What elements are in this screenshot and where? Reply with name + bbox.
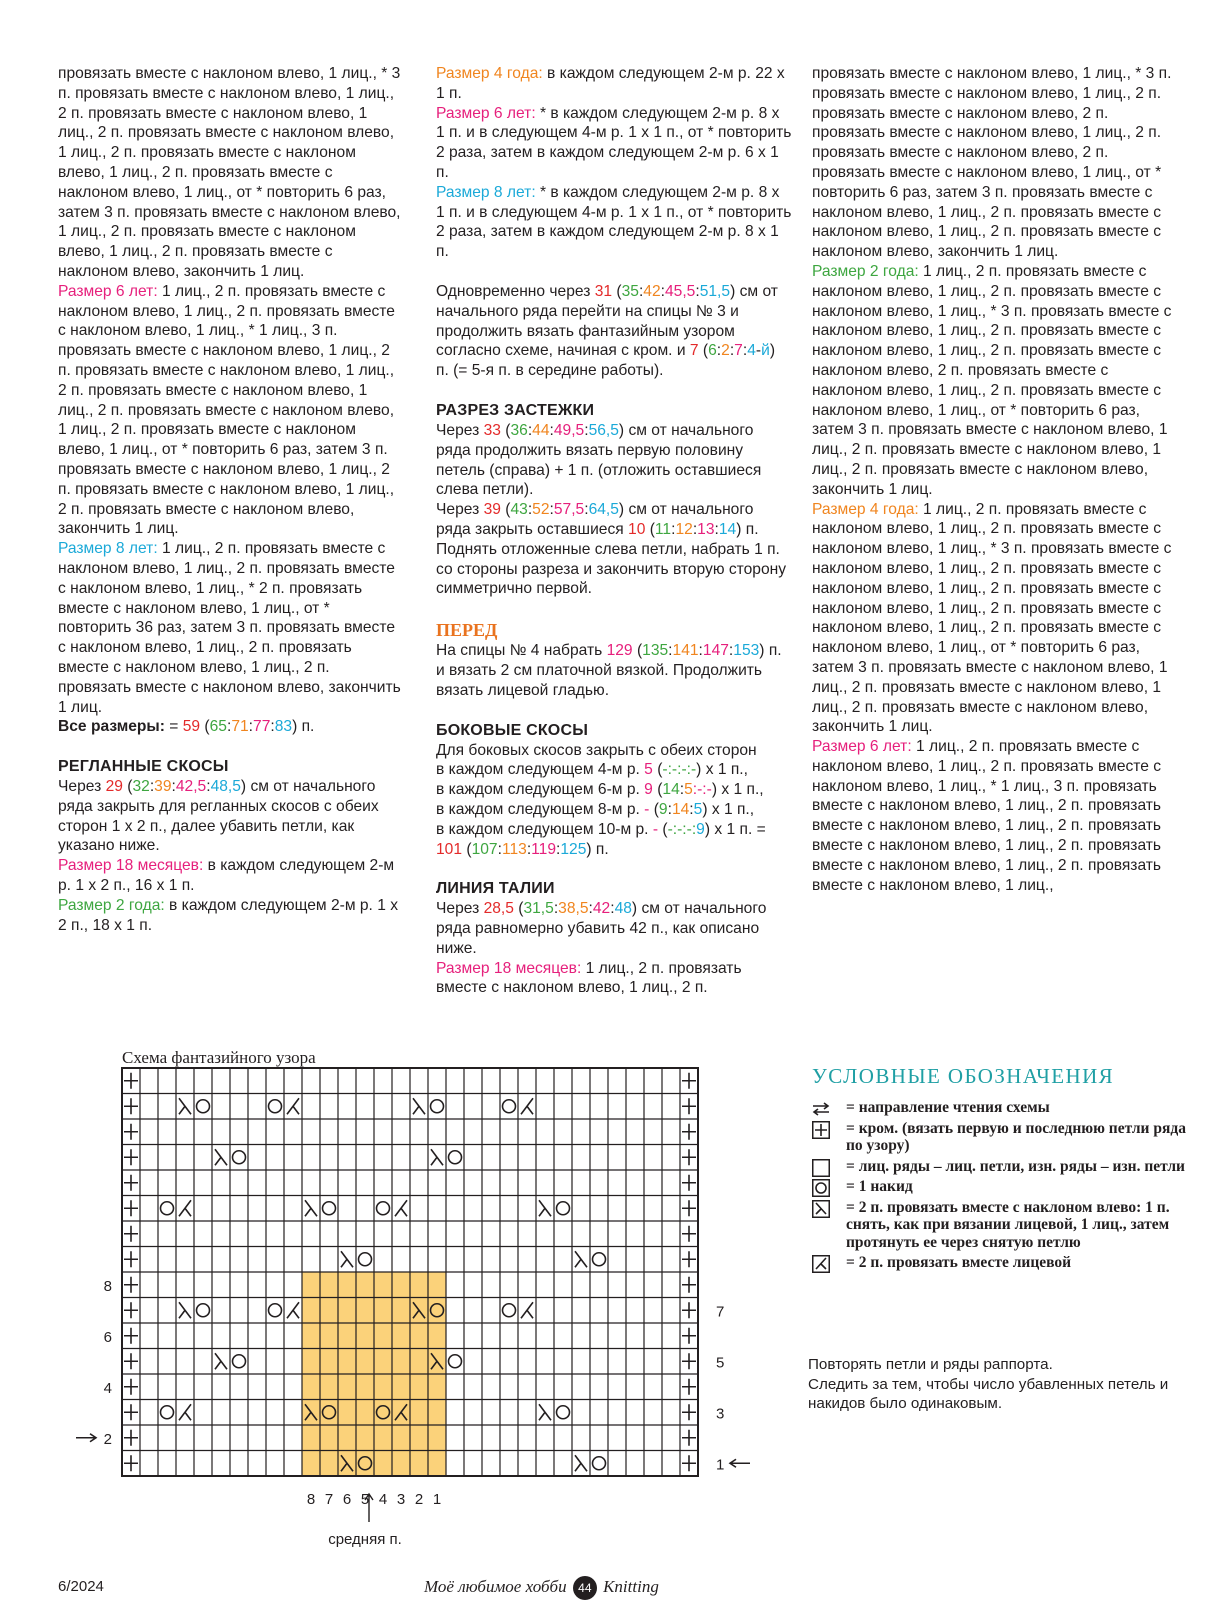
text: ) см от начального ряда закрыть оставшиеся (436, 501, 754, 538)
schema-title: Схема фантазийного узора (122, 1048, 316, 1067)
edge-stitch-symbol (124, 1277, 138, 1293)
value: 4 (747, 342, 756, 360)
value: 43 (510, 501, 528, 519)
ssk-symbol (179, 1302, 191, 1318)
value: 44 (532, 421, 550, 439)
edge-stitch-symbol (124, 1251, 138, 1267)
edge-stitch-symbol (124, 1149, 138, 1165)
edge-stitch-symbol (682, 1430, 696, 1446)
legend-text: = 1 накид (846, 1178, 913, 1195)
value: 56,5 (588, 421, 619, 439)
decrease-line: в каждом следующем 8-м р. - (9:14:5) x 1 п., (436, 800, 755, 818)
legend-item (812, 1254, 1192, 1272)
paragraph: Через 29 (32:39:42,5:48,5) см от начального ряда закрыть для регланных скосов с обеих сторон 1 x 2 п., далее убавить петли, как указано ниже. (58, 778, 379, 855)
decrease-line: в каждом следующем 6-м р. 9 (14:5:-:-) x 1 п., (436, 781, 764, 799)
ssk-symbol (539, 1404, 551, 1420)
row-number-right: 5 (716, 1354, 725, 1372)
value: 36 (510, 421, 528, 439)
text: ) п. Поднять отложенные слева петли, набрать 1 п. со стороны разреза и закончить вторую сторону симметрично первой. (436, 520, 787, 598)
k2tog-symbol (521, 1302, 533, 1318)
paragraph: провязать вместе с наклоном влево, 1 лиц., * 3 п. провязать вместе с наклоном влево, 1 лиц., 2 п. провязать вместе с наклоном влево, 2 п. провязать вместе с наклоном влево, 1 лиц., 2 п. провязать вместе с наклоном влево, 2 п. провязать вместе с наклоном влево, 1 лиц., от * повторить 6 раз, затем 3 п. провязать вместе с наклоном влево, 1 лиц., 2 п. провязать вместе с наклоном влево, 1 лиц., 2 п. провязать вместе с наклоном влево, закончить 1 лиц. (812, 65, 1172, 261)
value: :-:- (692, 781, 712, 799)
value: 77 (253, 718, 271, 736)
value: 33 (483, 421, 501, 439)
value: 10 (628, 520, 646, 538)
edge-stitch-symbol (124, 1353, 138, 1369)
k2tog-symbol (179, 1404, 191, 1420)
edge-stitch-symbol (682, 1404, 696, 1420)
footer-magazine (424, 1576, 659, 1600)
text: ) см от начального ряда равномерно убавить 42 п., как описано ниже. (436, 900, 767, 957)
note-line: Повторять петли и ряды раппорта. (808, 1356, 1053, 1373)
ssk-symbol (215, 1353, 227, 1369)
footer-date: 6/2024 (58, 1578, 104, 1595)
value: 42 (592, 900, 611, 918)
edge-stitch-symbol (124, 1175, 138, 1191)
text: Через (58, 778, 106, 796)
paragraph: Через 28,5 (31,5:38,5:42:48) см от начального ряда равномерно убавить 42 п., как описано ниже. (436, 900, 767, 957)
size-text: 1 лиц., 2 п. провязать вместе с наклоном влево, 1 лиц., 2 п. провязать вместе с наклоном влево, 1 лиц., * 3 п. провязать вместе с наклоном влево, 1 лиц., 2 п. провязать вместе с наклоном влево, 1 лиц., 2 п. провязать вместе с наклоном влево, 1 лиц., 2 п. провязать вместе с наклоном влево, 1 лиц., 2 п. провязать вместе с наклоном влево, 1 лиц., от * повторить 6 раз, затем 3 п. провязать вместе с наклоном влево, 1 лиц., 2 п. провязать вместе с наклоном влево, 1 лиц., 2 п. провязать вместе с наклоном влево, закончить 1 лиц. (812, 500, 1172, 736)
legend-item (812, 1099, 1192, 1117)
empty-icon (812, 1159, 830, 1177)
edge-stitch-symbol (682, 1379, 696, 1395)
edge-stitch-symbol (682, 1073, 696, 1089)
legend-item (812, 1178, 1192, 1196)
edge-stitch-symbol (682, 1302, 696, 1318)
row-number-left: 6 (103, 1328, 112, 1346)
text: Через (436, 900, 484, 918)
yarn-over-symbol (503, 1304, 516, 1317)
value: 31,5 (523, 900, 554, 918)
yarn-over-symbol (449, 1151, 462, 1164)
column-number: 4 (378, 1491, 388, 1508)
value: 153 (733, 642, 760, 660)
value: 39 (154, 778, 172, 796)
magazine-name: Моё любимое хобби (424, 1576, 567, 1596)
middle-stitch-arrow (365, 1494, 373, 1522)
yarn-over-symbol (593, 1457, 606, 1470)
size-label: Размер 6 лет: (58, 282, 158, 300)
section-heading-front: ПЕРЕД (436, 620, 498, 641)
yarn-over-icon (812, 1179, 830, 1197)
ssk-symbol (575, 1251, 587, 1267)
value: 14 (662, 781, 680, 799)
yarn-over-symbol (503, 1100, 516, 1113)
row-number-right: 3 (716, 1405, 725, 1423)
size-label: Размер 2 года: (812, 262, 919, 280)
paragraph: Через 39 (43:52:57,5:64,5) см от начального ряда закрыть оставшиеся 10 (11:12:13:14) п. Поднять отложенные слева петли, набрать 1 п. со стороны разреза и закончить вторую сторону симметрично первой. (436, 501, 787, 598)
edge-stitch-symbol (682, 1098, 696, 1114)
size-text: * в каждом следующем 2-м р. 8 x 1 п. и в следующем 4-м р. 1 x 1 п., от * повторить 2 раза, затем в каждом следующем 2-м р. 6 x 1 п. (436, 104, 792, 181)
value: 11 (654, 520, 672, 538)
text: ) п. (= 5-я п. в середине работы). (436, 342, 776, 380)
paragraph: На спицы № 4 набрать 129 (135:141:147:153) п. и вязать 2 см платочной вязкой. Продолжить вязать лицевой гладью. (436, 642, 782, 699)
row-number-right: 1 (716, 1456, 725, 1474)
value: 51,5 (699, 282, 731, 300)
page-number: 44 (573, 1576, 597, 1600)
size-text: 1 лиц., 2 п. провязать вместе с наклоном влево, 1 лиц., 2 п. провязать вместе с наклоном влево, 1 лиц., * 2 п. провязать вместе с наклоном влево, 1 лиц., от * повторить 36 раз, затем 3 п. провязать вместе с наклоном влево, 1 лиц., 2 п. провязать вместе с наклоном влево, 1 лиц., 2 п. провязать вместе с наклоном влево, закончить 1 лиц. (58, 540, 401, 716)
value: 2 (721, 342, 730, 360)
size-text: 1 лиц., 2 п. провязать вместе с наклоном влево, 1 лиц., 2 п. провязать вместе с наклоном влево, 1 лиц., * 3 п. провязать вместе с наклоном влево, 1 лиц., 2 п. провязать вместе с наклоном влево, 1 лиц., 2 п. провязать вместе с наклоном влево, 2 п. провязать вместе с наклоном влево, 1 лиц., 2 п. провязать вместе с наклоном влево, 1 лиц., от * повторить 6 раз, затем 3 п. провязать вместе с наклоном влево, 1 лиц., 2 п. провязать вместе с наклоном влево, 1 лиц., 2 п. провязать вместе с наклоном влево, закончить 1 лиц. (812, 262, 1172, 498)
yarn-over-symbol (431, 1100, 444, 1113)
edge-stitch-symbol (124, 1073, 138, 1089)
size-text: 1 лиц., 2 п. провязать вместе с наклоном влево, 1 лиц., 2 п. провязать вместе с наклоном влево, 1 лиц., * 1 лиц., 3 п. провязать вместе с наклоном влево, 1 лиц., 2 п. провязать вместе с наклоном влево, 1 лиц., 2 п. провязать вместе с наклоном влево, 1 лиц., 2 п. провязать вместе с наклоном влево, 1 лиц., 2 п. провязать вместе с наклоном влево, 1 лиц., (812, 738, 1162, 894)
value: 71 (231, 718, 249, 736)
edge-stitch-symbol (682, 1200, 696, 1216)
size-text: * в каждом следующем 2-м р. 8 x 1 п. и в следующем 4-м р. 1 x 1 п., от * повторить 2 раза, затем в каждом следующем 2-м р. 8 x 1 п. (436, 183, 792, 261)
value: 35 (621, 282, 639, 300)
k2tog-symbol (179, 1200, 191, 1216)
ssk-symbol (413, 1098, 425, 1114)
edge-stitch-symbol (682, 1277, 696, 1293)
yarn-over-symbol (161, 1406, 174, 1419)
text: в каждом следующем 6-м р. (436, 781, 645, 799)
yarn-over-symbol (233, 1355, 246, 1368)
text: На спицы № 4 набрать (436, 642, 607, 660)
edge-stitch-symbol (124, 1200, 138, 1216)
decrease-line: 101 (107:113:119:125) п. (436, 840, 609, 858)
size-label: Размер 6 лет: (812, 738, 912, 756)
value: 107 (471, 840, 498, 858)
yarn-over-symbol (161, 1202, 174, 1215)
row-number-left: 8 (103, 1277, 112, 1295)
value: 5 (693, 800, 703, 818)
column-number: 6 (342, 1491, 352, 1508)
decrease-line: в каждом следующем 4-м р. 5 (-:-:-:-) x 1 п., (436, 761, 748, 779)
ssk-symbol (431, 1149, 443, 1165)
size-label: Размер 18 месяцев: (58, 857, 204, 875)
edge-stitch-symbol (682, 1455, 696, 1471)
value: 48,5 (210, 778, 241, 796)
row-number-left: 4 (103, 1379, 112, 1397)
column-number: 3 (396, 1491, 406, 1508)
value: 12 (675, 520, 693, 538)
ssk-symbol (539, 1200, 551, 1216)
legend-item (812, 1120, 1192, 1155)
size-text: 1 лиц., 2 п. провязать вместе с наклоном влево, 1 лиц., 2 п. провязать вместе с наклоном влево, 1 лиц., * 1 лиц., 3 п. провязать вместе с наклоном влево, 1 лиц., 2 п. провязать вместе с наклоном влево, 1 лиц., 2 п. провязать вместе с наклоном влево, 1 лиц., 2 п. провязать вместе с наклоном влево, 1 лиц., 2 п. провязать вместе с наклоном влево, 1 лиц., от * повторить 6 раз, затем 3 п. провязать вместе с наклоном влево, 1 лиц., 2 п. провязать вместе с наклоном влево, 1 лиц., 2 п. провязать вместе с наклоном влево, закончить 1 лиц. (58, 282, 395, 538)
k2tog-symbol (287, 1302, 299, 1318)
text: Через (436, 501, 484, 519)
ssk-symbol (215, 1149, 227, 1165)
yarn-over-symbol (323, 1202, 336, 1215)
value: 147 (702, 642, 729, 660)
value: 32 (132, 778, 150, 796)
size-text: в каждом следующем 2-м р. 1 x 2 п., 18 x 1 п. (58, 896, 399, 934)
value: 9 (658, 800, 668, 818)
value: 64,5 (588, 501, 619, 519)
value: 52 (532, 501, 550, 519)
text: Одновременно через (436, 282, 595, 300)
legend-text: = кром. (вязать первую и последнюю петли ряда по узору) (846, 1119, 1186, 1154)
value: 28,5 (483, 900, 514, 918)
edge-stitch-symbol (124, 1098, 138, 1114)
value: -:-:-:- (662, 761, 697, 779)
value: 83 (274, 718, 293, 736)
value: 39 (483, 501, 501, 519)
reading-direction-arrow (730, 1459, 750, 1467)
value: 29 (105, 778, 123, 796)
edge-stitch-symbol (682, 1175, 696, 1191)
value: 14 (671, 800, 690, 818)
middle-stitch-label: средняя п. (328, 1531, 402, 1548)
yarn-over-symbol (269, 1304, 282, 1317)
paragraph: Одновременно через 31 (35:42:45,5:51,5) см от начального ряда перейти на спицы № 3 и продолжить вязать фантазийным узором согласно схеме, начиная с кром. и 7 (6:2:7:4-й) п. (= 5-я п. в середине работы). (436, 282, 778, 380)
column-number: 5 (360, 1491, 370, 1508)
reading-direction-arrow (76, 1434, 96, 1442)
edge-stitch-symbol (682, 1149, 696, 1165)
legend (812, 1064, 1192, 1275)
text: ) см от начального ряда продолжить вязать первую половину петель (справа) + 1 п. (отложить оставшиеся слева петли). (436, 421, 762, 499)
value: 129 (606, 642, 633, 660)
text: ) x 1 п., (711, 781, 764, 799)
value: 59 (182, 718, 201, 736)
value: 141 (672, 642, 699, 660)
yarn-over-symbol (233, 1151, 246, 1164)
edge-icon (812, 1121, 830, 1139)
notes (808, 1355, 1178, 1414)
note-line: Следить за тем, чтобы число убавленных петель и накидов было одинаковым. (808, 1375, 1169, 1413)
size-text: в каждом следующем 2-м р. 1 x 2 п., 16 x 1 п. (58, 857, 395, 895)
text: ) п. и вязать 2 см платочной вязкой. Продолжить вязать лицевой гладью. (436, 642, 782, 699)
ssk-symbol (305, 1200, 317, 1216)
paragraph: провязать вместе с наклоном влево, 1 лиц., * 3 п. провязать вместе с наклоном влево, 1 лиц., 2 п. провязать вместе с наклоном влево, 1 лиц., 2 п. провязать вместе с наклоном влево, 1 лиц., 2 п. провязать вместе с наклоном влево, 1 лиц., 2 п. провязать вместе с наклоном влево, 1 лиц., от * повторить 6 раз, затем 3 п. провязать вместе с наклоном влево, 1 лиц., 2 п. провязать вместе с наклоном влево, 1 лиц., 2 п. провязать вместе с наклоном влево, закончить 1 лиц. (58, 65, 401, 280)
row-number-left: 2 (103, 1430, 112, 1448)
legend-text: = лиц. ряды – лиц. петли, изн. ряды – изн. петли (846, 1157, 1185, 1175)
value: 135 (642, 642, 669, 660)
size-label: Размер 8 лет: (436, 183, 536, 201)
value: 7 (689, 342, 699, 360)
edge-stitch-symbol (682, 1353, 696, 1369)
legend-text: = направление чтения схемы (846, 1099, 1050, 1116)
value: 113 (501, 840, 527, 858)
value: 42,5 (175, 778, 207, 796)
text: ) см от начального ряда закрыть для регланных скосов с обеих сторон 1 x 2 п., далее убавить петли, как указано ниже. (58, 778, 379, 855)
value: 6 (708, 342, 717, 360)
text: ) см от начального ряда перейти на спицы № 3 и продолжить вязать фантазийным узором согласно схеме, начиная с кром. и (436, 282, 778, 360)
text: ) п. (292, 718, 315, 736)
arrows-icon (812, 1100, 830, 1118)
magazine-section: Knitting (603, 1576, 659, 1596)
column-number: 8 (306, 1491, 316, 1508)
edge-stitch-symbol (124, 1455, 138, 1471)
edge-stitch-symbol (682, 1226, 696, 1242)
yarn-over-symbol (449, 1355, 462, 1368)
value: 5 (644, 761, 653, 779)
yarn-over-symbol (377, 1202, 390, 1215)
edge-stitch-symbol (124, 1430, 138, 1446)
k2tog-icon (812, 1255, 830, 1273)
edge-stitch-symbol (124, 1404, 138, 1420)
value: - (644, 800, 650, 818)
value: 5 (684, 781, 693, 799)
size-text: в каждом следующем 2-м р. 22 x 1 п. (436, 65, 785, 102)
edge-stitch-symbol (124, 1226, 138, 1242)
paragraph: Через 33 (36:44:49,5:56,5) см от начального ряда продолжить вязать первую половину петель (справа) + 1 п. (отложить оставшиеся слева петли). (436, 421, 762, 499)
text: ) x 1 п. = (704, 820, 766, 838)
decrease-line: в каждом следующем 10-м р. - (-:-:-:9) x 1 п. = (436, 820, 766, 838)
ssk-symbol (179, 1098, 191, 1114)
value: 9 (696, 820, 705, 838)
size-label: Размер 4 года: (812, 500, 919, 518)
all-sizes-line: Все размеры: = 59 (65:71:77:83) п. (58, 718, 315, 736)
value: 31 (594, 282, 613, 300)
row-number-right: 7 (716, 1303, 725, 1321)
value: 14 (718, 520, 737, 538)
all-sizes-label: Все размеры: (58, 718, 165, 736)
legend-title: УСЛОВНЫЕ ОБОЗНАЧЕНИЯ (812, 1064, 1115, 1088)
yarn-over-symbol (197, 1100, 210, 1113)
legend-text: = 2 п. провязать вместе с наклоном влево: 1 п. снять, как при вязании лицевой, 1 лиц., затем протянуть ее через снятую петлю (846, 1198, 1170, 1251)
edge-stitch-symbol (682, 1124, 696, 1140)
legend-item (812, 1158, 1192, 1176)
section-heading: РЕГЛАННЫЕ СКОСЫ (58, 758, 229, 776)
k2tog-symbol (287, 1098, 299, 1114)
edge-stitch-symbol (124, 1302, 138, 1318)
yarn-over-symbol (593, 1253, 606, 1266)
value: 49,5 (553, 421, 585, 439)
size-label: Размер 4 года: (436, 65, 543, 82)
yarn-over-symbol (359, 1253, 372, 1266)
value: 125 (560, 840, 587, 858)
section-heading: ЛИНИЯ ТАЛИИ (436, 880, 555, 898)
edge-stitch-symbol (124, 1124, 138, 1140)
size-text: 1 лиц., 2 п. провязать вместе с наклоном влево, 1 лиц., 2 п. (436, 959, 742, 997)
value: 38,5 (558, 900, 589, 918)
size-label: Размер 6 лет: (436, 104, 536, 122)
value: 119 (531, 840, 557, 858)
text: в каждом следующем 4-м р. (436, 761, 645, 779)
value: 57,5 (553, 501, 585, 519)
column-number: 7 (324, 1491, 334, 1508)
value: 65 (209, 718, 227, 736)
ssk-icon (812, 1200, 830, 1218)
section-heading: РАЗРЕЗ ЗАСТЕЖКИ (436, 401, 595, 419)
value: 45,5 (665, 282, 696, 300)
edge-stitch-symbol (124, 1379, 138, 1395)
yarn-over-symbol (269, 1100, 282, 1113)
text: ) п. (586, 840, 609, 858)
paragraph: Для боковых скосов закрыть с обеих сторон (436, 741, 757, 759)
k2tog-symbol (521, 1098, 533, 1114)
ssk-symbol (575, 1455, 587, 1471)
value: 101 (436, 840, 463, 858)
value: 7 (734, 342, 743, 360)
text: в каждом следующем 8-м р. (436, 800, 645, 818)
k2tog-symbol (395, 1200, 407, 1216)
value: й (761, 342, 770, 360)
text: ) x 1 п., (702, 800, 755, 818)
text: в каждом следующем 10-м р. (436, 820, 653, 838)
yarn-over-symbol (557, 1202, 570, 1215)
value: -:-:-: (667, 820, 697, 838)
value: 9 (644, 781, 653, 799)
text: = (164, 718, 183, 736)
ssk-symbol (341, 1251, 353, 1267)
size-label: Размер 18 месяцев: (436, 959, 582, 977)
size-label: Размер 2 года: (58, 896, 165, 914)
section-heading: БОКОВЫЕ СКОСЫ (436, 721, 589, 739)
edge-stitch-symbol (124, 1328, 138, 1344)
edge-stitch-symbol (682, 1328, 696, 1344)
edge-stitch-symbol (682, 1251, 696, 1267)
yarn-over-symbol (557, 1406, 570, 1419)
value: 48 (614, 900, 632, 918)
value: - (652, 820, 659, 838)
legend-text: = 2 п. провязать вместе лицевой (846, 1254, 1072, 1271)
text: ) x 1 п., (696, 761, 748, 779)
text: Через (436, 421, 484, 439)
column-number: 2 (414, 1491, 424, 1508)
legend-item (812, 1199, 1192, 1252)
size-label: Размер 8 лет: (58, 540, 158, 558)
yarn-over-symbol (197, 1304, 210, 1317)
value: 42 (643, 282, 661, 300)
value: 13 (697, 520, 715, 538)
column-number: 1 (432, 1491, 442, 1508)
